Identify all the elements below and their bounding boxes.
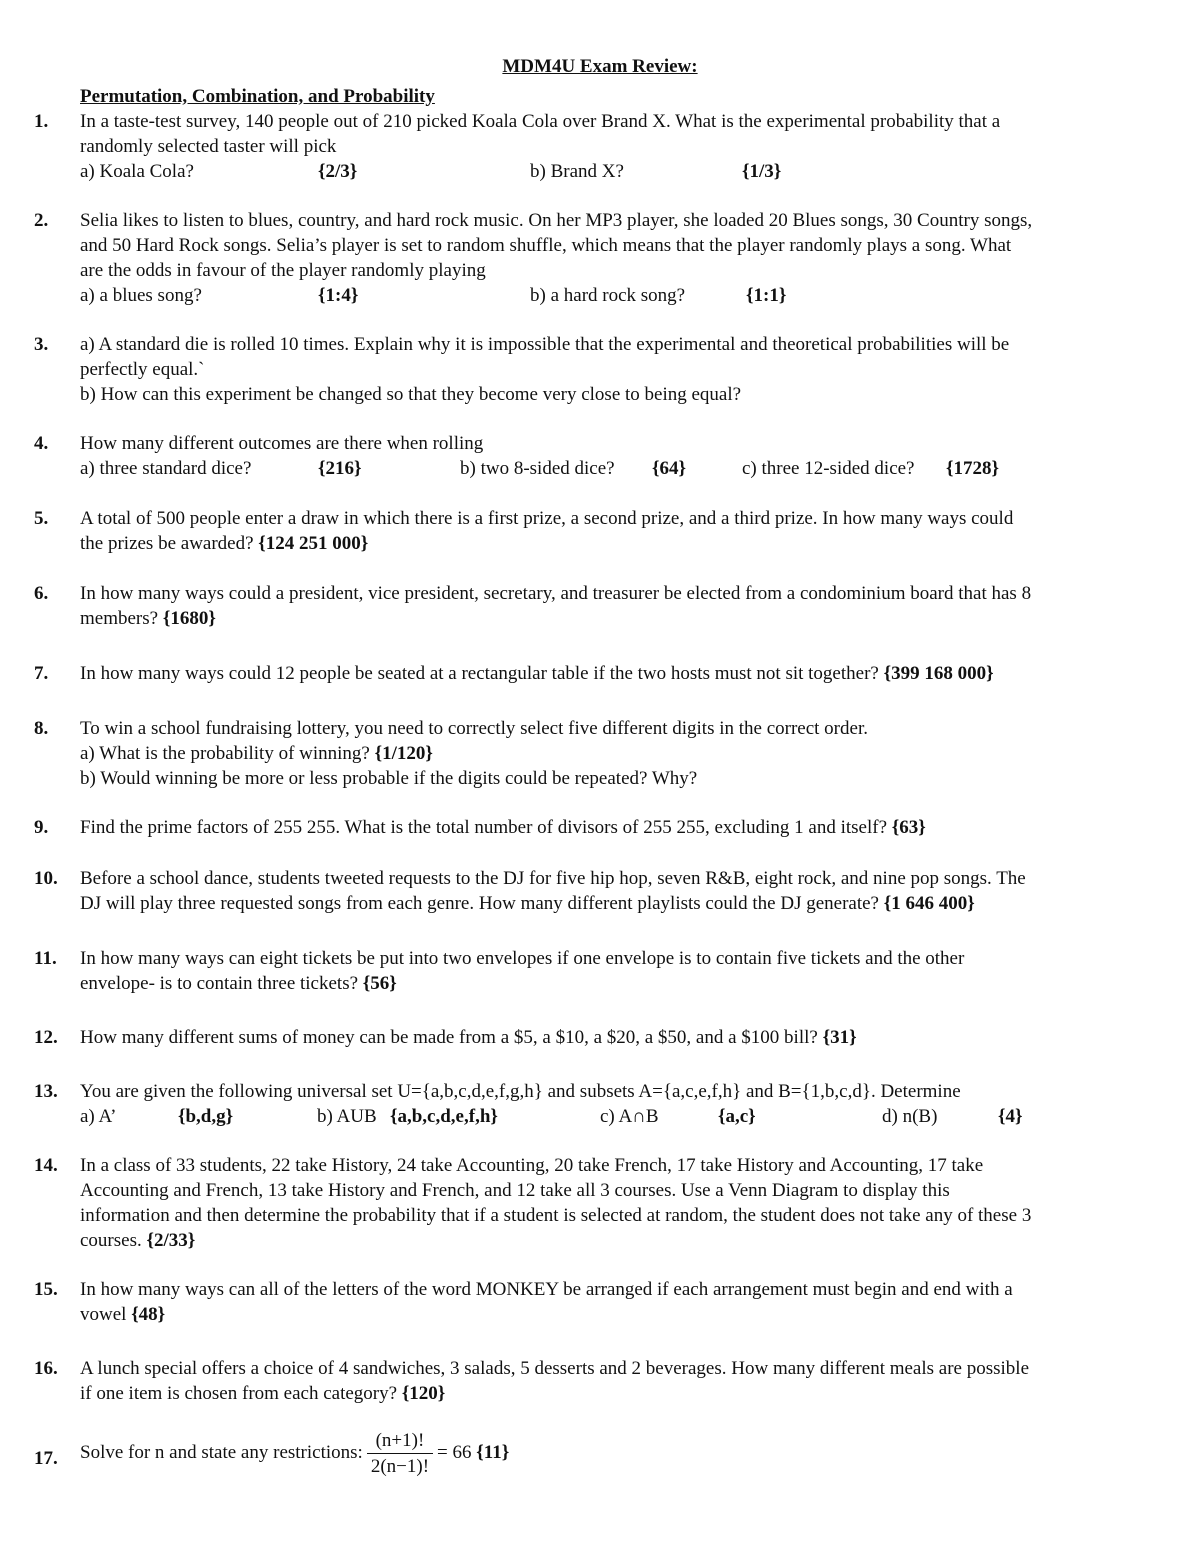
question-number: 6.	[34, 583, 49, 604]
page-title: MDM4U Exam Review:	[502, 56, 698, 77]
text-span: vowel	[80, 1304, 127, 1325]
answer: {11}	[476, 1441, 510, 1463]
text-line: b) Would winning be more or less probable if the digits could be repeated? Why?	[80, 768, 698, 789]
answer: {48}	[131, 1304, 166, 1325]
equation-rhs: = 66	[437, 1441, 472, 1463]
answer-row	[80, 159, 1170, 184]
question-text	[80, 1428, 1170, 1479]
text-span: a) What is the probability of winning?	[80, 743, 370, 764]
question-number: 10.	[34, 868, 58, 889]
text-line: b) How can this experiment be changed so that they become very close to being equal?	[80, 384, 742, 405]
text-line: information and then determine the probability that if a student is selected at random, the student does not take any of these 3	[80, 1205, 1032, 1226]
text-span: In how many ways could 12 people be seated at a rectangular table if the two hosts must not sit together?	[80, 663, 879, 684]
answer: {1/120}	[374, 743, 433, 764]
text-line: A total of 500 people enter a draw in which there is a first prize, a second prize, and a third prize. In how many ways could	[80, 508, 1014, 529]
text-line: In a class of 33 students, 22 take History, 24 take Accounting, 20 take French, 17 take History and Accounting, 17 take	[80, 1155, 984, 1176]
question-number: 13.	[34, 1081, 58, 1102]
text-line	[80, 1025, 1170, 1050]
text-line	[80, 661, 1170, 686]
question-number: 14.	[34, 1155, 58, 1176]
answer: {1:4}	[318, 285, 359, 306]
text-line: Before a school dance, students tweeted requests to the DJ for five hip hop, seven R&B, eight rock, and nine pop songs. The	[80, 868, 1026, 889]
answer: {4}	[998, 1106, 1023, 1127]
text-line	[80, 1381, 1170, 1406]
text-line: In how many ways could a president, vice president, secretary, and treasurer be elected from a condominium board that has 8	[80, 583, 1032, 604]
text-line: perfectly equal.`	[80, 359, 205, 380]
question-number: 1.	[34, 111, 49, 132]
text-line: You are given the following universal set U={a,b,c,d,e,f,g,h} and subsets A={a,c,e,f,h} and B={1,b,c,d}. Determine	[80, 1081, 961, 1102]
question-text	[80, 1079, 1170, 1129]
answer: {a,c}	[718, 1106, 756, 1127]
answer-row	[80, 1104, 1170, 1129]
answer: {56}	[362, 973, 397, 994]
text-line: and 50 Hard Rock songs. Selia’s player is set to random shuffle, which means that the player randomly plays a song. What	[80, 235, 1012, 256]
text-line	[80, 606, 1170, 631]
answer: {124 251 000}	[258, 533, 369, 554]
question-text	[80, 1153, 1170, 1253]
fraction-denominator: 2(n−1)!	[370, 1456, 430, 1477]
answer: {1 646 400}	[883, 893, 975, 914]
fraction-numerator: (n+1)!	[367, 1428, 433, 1454]
question-text	[80, 1356, 1170, 1406]
text-line	[80, 741, 1170, 766]
part-label: c) three 12-sided dice?	[742, 458, 915, 479]
answer: {1/3}	[742, 161, 782, 182]
answer-row	[80, 456, 1170, 481]
answer: {399 168 000}	[883, 663, 994, 684]
question-text	[80, 866, 1170, 916]
question-text	[80, 109, 1170, 184]
question-number: 12.	[34, 1027, 58, 1048]
text-span: Solve for n and state any restrictions:	[80, 1441, 363, 1463]
question-text	[80, 208, 1170, 308]
part-label: a) a blues song?	[80, 285, 202, 306]
question-number: 16.	[34, 1358, 58, 1379]
text-line: To win a school fundraising lottery, you need to correctly select five different digits in the correct order.	[80, 718, 868, 739]
part-label: a) A’	[80, 1106, 117, 1127]
answer-row	[80, 283, 1170, 308]
answer: {2/3}	[318, 161, 358, 182]
part-label: b) two 8-sided dice?	[460, 458, 615, 479]
text-line	[80, 891, 1170, 916]
text-span: members?	[80, 608, 159, 629]
question-number: 9.	[34, 817, 49, 838]
question-number: 17.	[34, 1448, 58, 1469]
answer: {64}	[652, 458, 686, 479]
answer: {1:1}	[746, 285, 787, 306]
part-label: b) Brand X?	[530, 161, 624, 182]
answer: {31}	[822, 1027, 857, 1048]
part-label: a) three standard dice?	[80, 458, 252, 479]
text-line	[80, 971, 1170, 996]
question-text	[80, 661, 1170, 686]
question-number: 8.	[34, 718, 49, 739]
part-label: a) Koala Cola?	[80, 161, 194, 182]
text-line: Selia likes to listen to blues, country, and hard rock music. On her MP3 player, she loaded 20 Blues songs, 30 Country songs,	[80, 210, 1033, 231]
text-span: courses.	[80, 1230, 142, 1251]
text-line: are the odds in favour of the player randomly playing	[80, 260, 486, 281]
question-number: 11.	[34, 948, 57, 969]
text-span: envelope- is to contain three tickets?	[80, 973, 359, 994]
question-number: 7.	[34, 663, 49, 684]
text-line: In a taste-test survey, 140 people out of 210 picked Koala Cola over Brand X. What is the experimental probability that a	[80, 111, 1001, 132]
answer: {b,d,g}	[178, 1106, 234, 1127]
question-number: 5.	[34, 508, 49, 529]
part-label: d) n(B)	[882, 1106, 938, 1127]
question-number: 4.	[34, 433, 49, 454]
text-span: DJ will play three requested songs from each genre. How many different playlists could the DJ generate?	[80, 893, 879, 914]
section-heading: Permutation, Combination, and Probability	[80, 86, 435, 107]
answer: {120}	[401, 1383, 446, 1404]
text-span: the prizes be awarded?	[80, 533, 254, 554]
answer: {a,b,c,d,e,f,h}	[390, 1106, 498, 1127]
text-line: Accounting and French, 13 take History and French, and 12 take all 3 courses. Use a Venn Diagram to display this	[80, 1180, 950, 1201]
part-label: b) AUB	[317, 1106, 377, 1127]
question-text	[80, 506, 1170, 556]
answer: {63}	[891, 817, 926, 838]
answer: {2/33}	[146, 1230, 196, 1251]
text-line: How many different outcomes are there when rolling	[80, 433, 484, 454]
text-line	[80, 1302, 1170, 1327]
text-line	[80, 1228, 1170, 1253]
question-text	[80, 431, 1170, 481]
question-text	[80, 332, 1170, 407]
answer: {216}	[318, 458, 362, 479]
text-line: In how many ways can eight tickets be put into two envelopes if one envelope is to contain five tickets and the other	[80, 948, 965, 969]
fraction	[367, 1428, 433, 1479]
answer: {1728}	[946, 458, 999, 479]
question-text	[80, 716, 1170, 791]
answer: {1680}	[162, 608, 216, 629]
text-line: randomly selected taster will pick	[80, 136, 337, 157]
question-number: 15.	[34, 1279, 58, 1300]
text-span: How many different sums of money can be made from a $5, a $10, a $20, a $50, and a $100 bill?	[80, 1027, 818, 1048]
text-line: A lunch special offers a choice of 4 sandwiches, 3 salads, 5 desserts and 2 beverages. How many different meals are possible	[80, 1358, 1030, 1379]
question-text	[80, 1277, 1170, 1327]
question-number: 3.	[34, 334, 49, 355]
question-text	[80, 946, 1170, 996]
part-label: c) A∩B	[600, 1106, 659, 1127]
text-span: Find the prime factors of 255 255. What is the total number of divisors of 255 255, excluding 1 and itself?	[80, 817, 887, 838]
text-line	[80, 815, 1170, 840]
question-number: 2.	[34, 210, 49, 231]
question-text	[80, 1025, 1170, 1050]
text-line: In how many ways can all of the letters of the word MONKEY be arranged if each arrangement must begin and end with a	[80, 1279, 1013, 1300]
text-line	[80, 531, 1170, 556]
question-text	[80, 581, 1170, 631]
part-label: b) a hard rock song?	[530, 285, 686, 306]
text-span: if one item is chosen from each category?	[80, 1383, 398, 1404]
question-text	[80, 815, 1170, 840]
text-line: a) A standard die is rolled 10 times. Explain why it is impossible that the experimental and theoretical probabilities will be	[80, 334, 1010, 355]
